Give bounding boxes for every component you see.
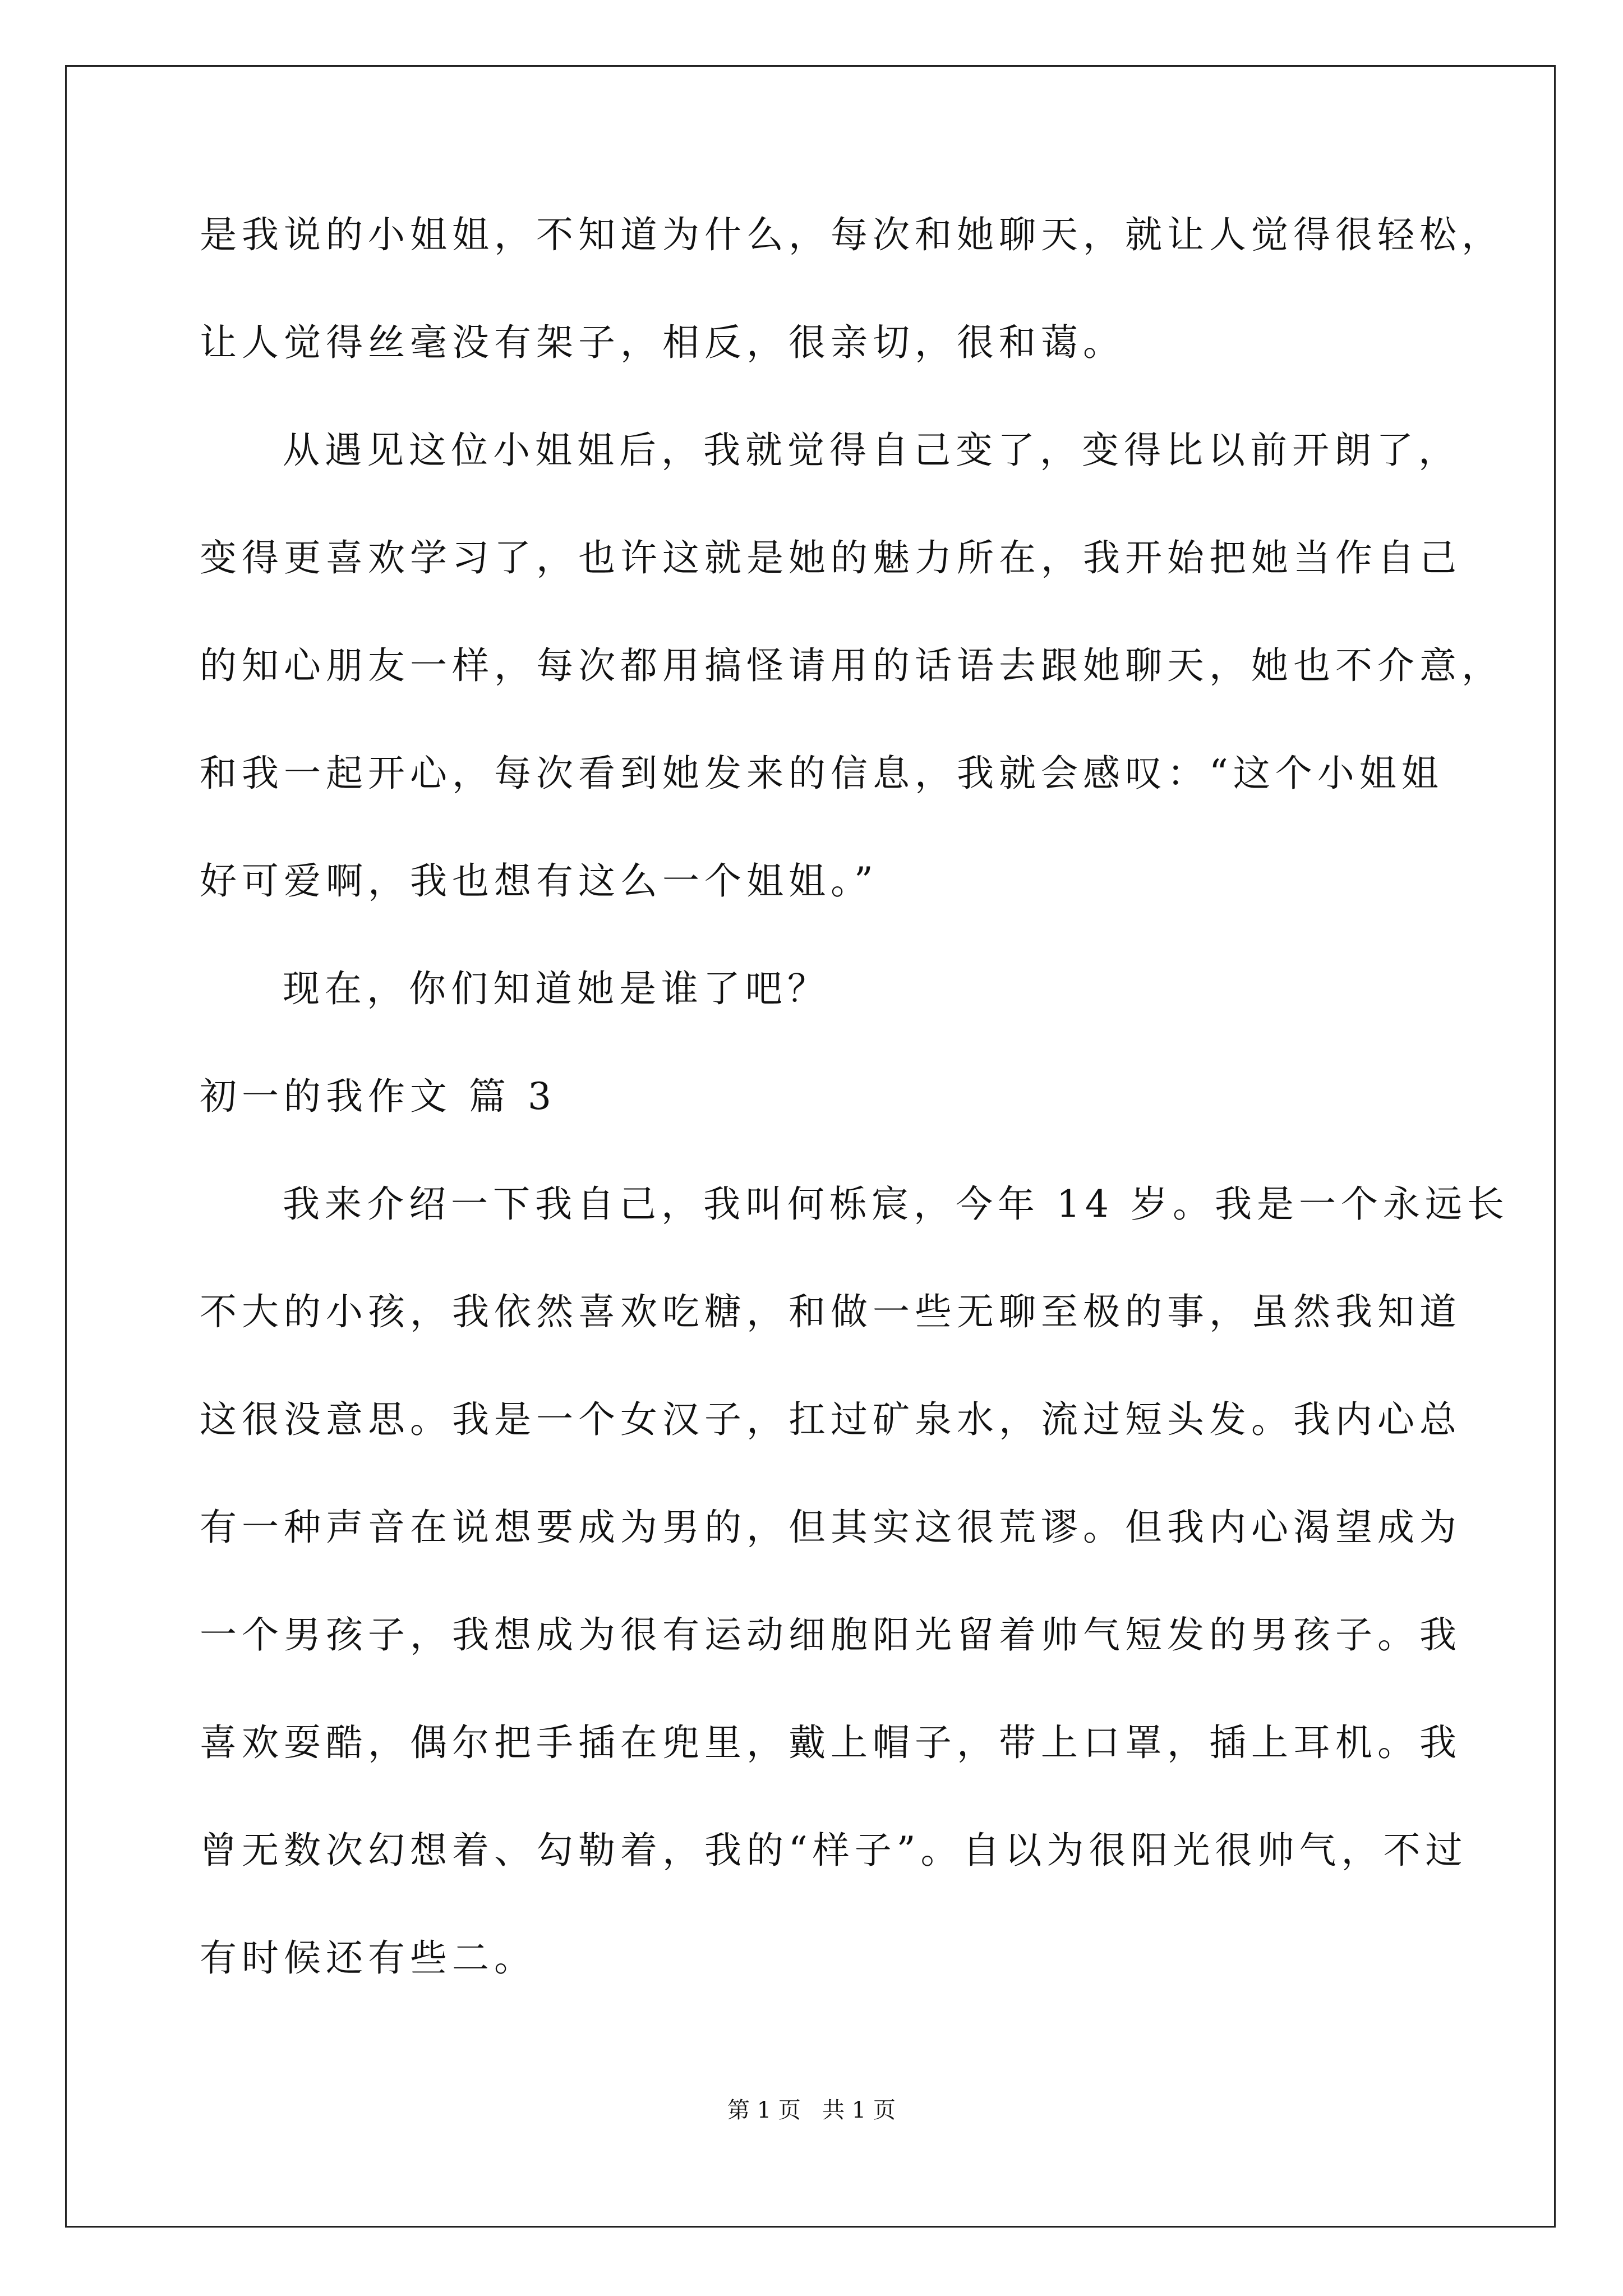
section-heading: 初一的我作文 篇 3 xyxy=(200,1075,556,1118)
text-line: 的知心朋友一样，每次都用搞怪请用的话语去跟她聊天，她也不介意， xyxy=(200,644,1504,687)
text-line: 这很没意思。我是一个女汉子，扛过矿泉水，流过短头发。我内心总 xyxy=(200,1398,1461,1441)
text-line: 和我一起开心，每次看到她发来的信息，我就会感叹：“这个小姐姐 xyxy=(200,752,1444,795)
text-line: 好可爱啊，我也想有这么一个姐姐。” xyxy=(200,859,878,903)
text-line: 有时候还有些二。 xyxy=(200,1936,536,1980)
text-line: 曾无数次幻想着、勾勒着，我的“样子”。自以为很阳光很帅气，不过 xyxy=(200,1829,1468,1872)
text-line: 变得更喜欢学习了，也许这就是她的魅力所在，我开始把她当作自己 xyxy=(200,536,1461,579)
text-line: 让人觉得丝毫没有架子，相反，很亲切，很和蔼。 xyxy=(200,321,1125,364)
text-line: 一个男孩子，我想成为很有运动细胞阳光留着帅气短发的男孩子。我 xyxy=(200,1613,1461,1657)
text-line: 现在，你们知道她是谁了吧？ xyxy=(283,967,829,1010)
text-line: 喜欢耍酷，偶尔把手插在兜里，戴上帽子，带上口罩，插上耳机。我 xyxy=(200,1721,1461,1764)
page-footer: 第 1 页 共 1 页 xyxy=(727,2097,896,2123)
text-line: 从遇见这位小姐姐后，我就觉得自己变了，变得比以前开朗了， xyxy=(283,429,1460,472)
text-line: 有一种声音在说想要成为男的，但其实这很荒谬。但我内心渴望成为 xyxy=(200,1506,1461,1549)
text-line: 不大的小孩，我依然喜欢吃糖，和做一些无聊至极的事，虽然我知道 xyxy=(200,1290,1461,1333)
page-border xyxy=(65,65,1556,2228)
text-line: 是我说的小姐姐，不知道为什么，每次和她聊天，就让人觉得很轻松， xyxy=(200,213,1504,256)
text-line: 我来介绍一下我自己，我叫何栎宸，今年 14 岁。我是一个永远长 xyxy=(283,1182,1509,1226)
